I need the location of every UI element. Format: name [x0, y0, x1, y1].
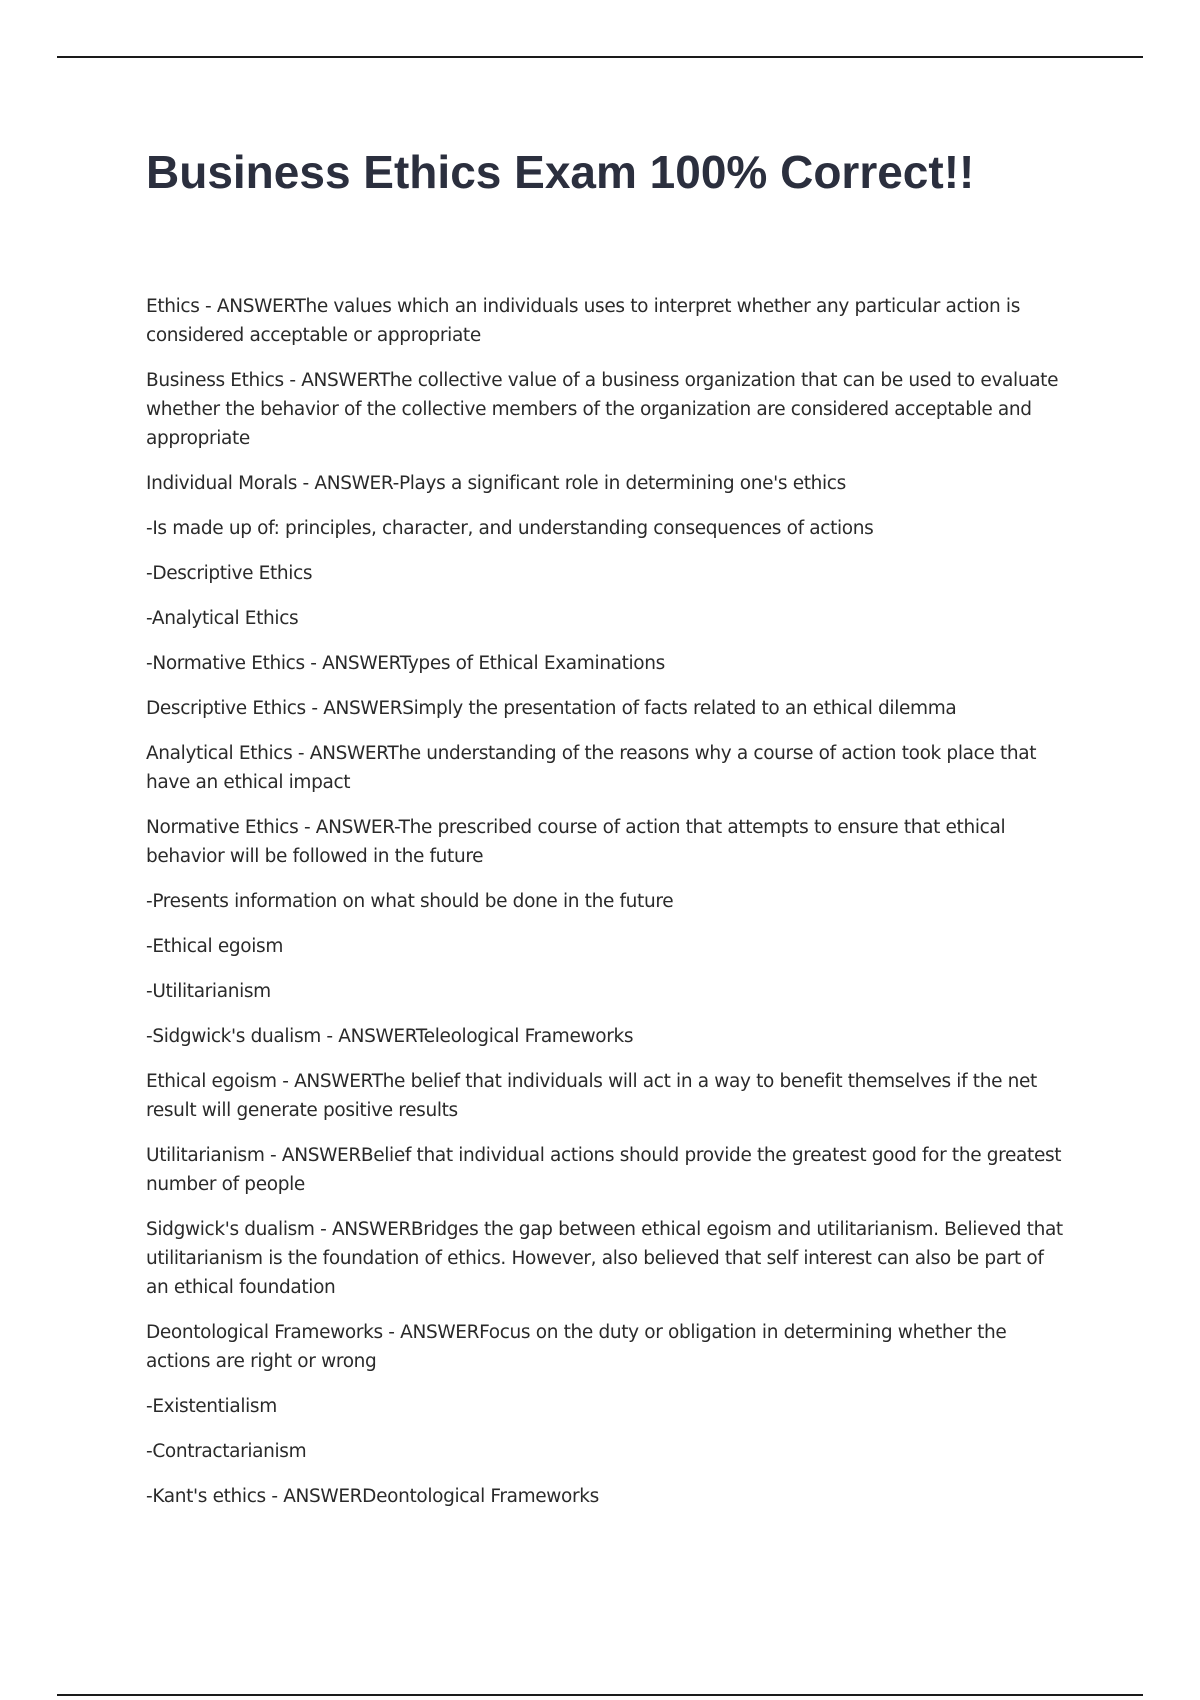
- top-divider: [57, 56, 1143, 58]
- paragraph-deontological-frameworks: Deontological Frameworks - ANSWERFocus on the duty or obligation in determining whether the actions are right or wrong: [146, 1322, 1007, 1372]
- paragraph-kants-ethics-item: -Kant's ethics - ANSWERDeontological Frameworks: [146, 1486, 599, 1507]
- paragraph-ethical-egoism-item: -Ethical egoism: [146, 936, 284, 957]
- document-title: Business Ethics Exam 100% Correct!!: [146, 146, 975, 198]
- paragraph-existentialism-item: -Existentialism: [146, 1396, 277, 1417]
- paragraph-sidgwicks-dualism-item: -Sidgwick's dualism - ANSWERTeleological Frameworks: [146, 1026, 634, 1047]
- paragraph-ethical-egoism: Ethical egoism - ANSWERThe belief that individuals will act in a way to benefit themselves if the net result will generate positive results: [146, 1071, 1037, 1121]
- paragraph-normative-ethics-item: -Normative Ethics - ANSWERTypes of Ethical Examinations: [146, 653, 665, 674]
- paragraph-normative-ethics: Normative Ethics - ANSWER-The prescribed course of action that attempts to ensure that ethical behavior will be followed in the future: [146, 817, 1006, 867]
- paragraph-analytical-ethics: Analytical Ethics - ANSWERThe understanding of the reasons why a course of action took place that have an ethical impact: [146, 743, 1037, 793]
- paragraph-sidgwicks-dualism: Sidgwick's dualism - ANSWERBridges the gap between ethical egoism and utilitarianism. Believed that utilitarianism is the foundation of ethics. However, also believed that self interest can also be part of an ethical foundation: [146, 1219, 1063, 1298]
- paragraph-contractarianism-item: -Contractarianism: [146, 1441, 307, 1462]
- paragraph-analytical-ethics-item: -Analytical Ethics: [146, 608, 299, 629]
- paragraph-business-ethics: Business Ethics - ANSWERThe collective value of a business organization that can be used to evaluate whether the behavior of the collective members of the organization are considered acceptable and appropriate: [146, 370, 1059, 449]
- document-body: [146, 292, 1066, 1527]
- paragraph-utilitarianism-item: -Utilitarianism: [146, 981, 271, 1002]
- paragraph-presents-information: -Presents information on what should be done in the future: [146, 891, 674, 912]
- bottom-divider: [57, 1694, 1143, 1696]
- paragraph-utilitarianism: Utilitarianism - ANSWERBelief that individual actions should provide the greatest good for the greatest number of people: [146, 1145, 1062, 1195]
- paragraph-descriptive-ethics-item: -Descriptive Ethics: [146, 563, 313, 584]
- paragraph-descriptive-ethics: Descriptive Ethics - ANSWERSimply the presentation of facts related to an ethical dilemma: [146, 698, 957, 719]
- paragraph-ethics: Ethics - ANSWERThe values which an individuals uses to interpret whether any particular action is considered acceptable or appropriate: [146, 296, 1020, 346]
- paragraph-individual-morals: Individual Morals - ANSWER-Plays a significant role in determining one's ethics: [146, 473, 846, 494]
- paragraph-made-up-of: -Is made up of: principles, character, and understanding consequences of actions: [146, 518, 874, 539]
